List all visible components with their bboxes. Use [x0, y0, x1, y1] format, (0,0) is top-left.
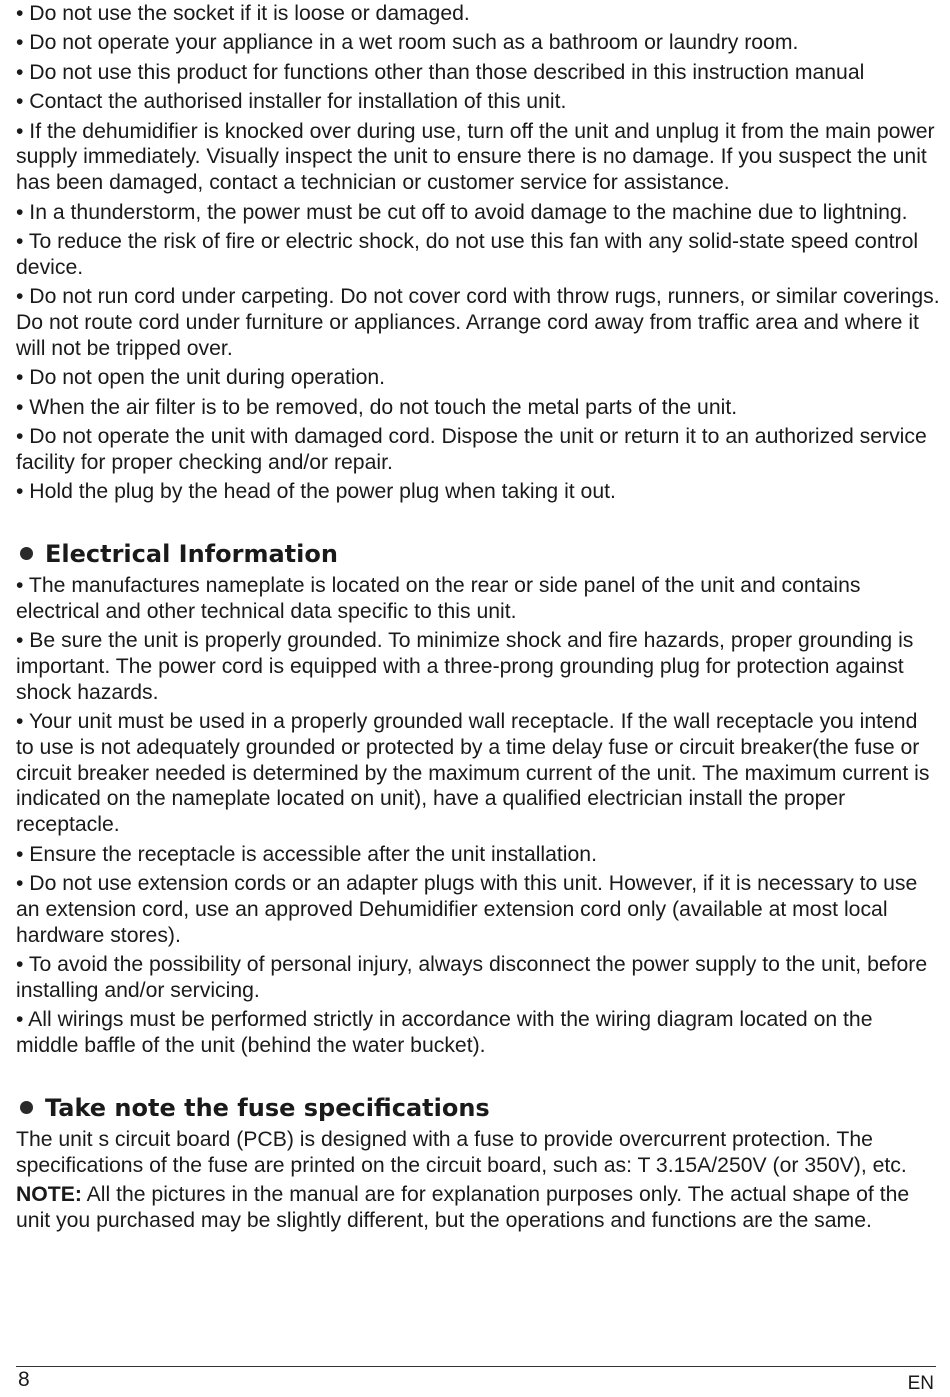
safety-item: • Do not use the socket if it is loose or damaged.	[16, 2, 470, 25]
electrical-item: • Your unit must be used in a properly grounded wall receptacle. If the wall receptacle you intend to use is not adequately grounded or protected by a time delay fuse or circuit breaker(the fuse or circuit breaker needed is determined by the maximum current of the unit. The maximum current is indicated on the nameplate located on unit), have a qualified electrician install the proper receptacle.	[16, 710, 930, 837]
safety-item: • Do not use this product for functions other than those described in this instruction manual	[16, 60, 865, 84]
safety-item: • Do not run cord under carpeting. Do not cover cord with throw rugs, runners, or similar coverings. Do not route cord under furniture or appliances. Arrange cord away from traffic area and where it will not be tripped over.	[16, 285, 940, 360]
safety-item: • If the dehumidifier is knocked over during use, turn off the unit and unplug it from the main power supply immediately. Visually inspect the unit to ensure there is no damage. If you suspect the unit has been damaged, contact a technician or customer service for assistance.	[16, 119, 935, 195]
safety-item: • Contact the authorised installer for installation of this unit.	[16, 90, 567, 114]
electrical-list	[16, 573, 940, 1059]
safety-item: • Hold the plug by the head of the power plug when taking it out.	[16, 480, 616, 504]
note-paragraph	[16, 1182, 940, 1234]
electrical-heading-text: Electrical Information	[45, 539, 338, 568]
electrical-item: • Be sure the unit is properly grounded. To minimize shock and fire hazards, proper grounding is important. The power cord is equipped with a three-prong grounding plug for protection against shock hazards.	[16, 629, 914, 704]
safety-item: • To reduce the risk of fire or electric shock, do not use this fan with any solid-state speed control device.	[16, 229, 919, 279]
note-label: NOTE:	[16, 1182, 82, 1206]
language-code: EN	[907, 1373, 934, 1394]
note-text: All the pictures in the manual are for explanation purposes only. The actual shape of the unit you purchased may be slightly different, but the operations and functions are the same.	[16, 1182, 910, 1232]
electrical-heading	[16, 539, 940, 569]
electrical-item: • Ensure the receptacle is accessible after the unit installation.	[16, 842, 597, 866]
electrical-item: • Do not use extension cords or an adapter plugs with this unit. However, if it is necessary to use an extension cord, use an approved Dehumidifier extension cord only (available at most local hardware stores).	[16, 872, 918, 947]
bullet-dot-icon	[20, 547, 33, 560]
safety-item: • In a thunderstorm, the power must be cut off to avoid damage to the machine due to lightning.	[16, 200, 908, 224]
manual-page	[16, 0, 940, 1237]
fuse-paragraph: The unit s circuit board (PCB) is designed with a fuse to provide overcurrent protection. The specifications of the fuse are printed on the circuit board, such as: T 3.15A/250V (or 350V), etc.	[16, 1127, 907, 1177]
safety-item: • When the air filter is to be removed, do not touch the metal parts of the unit.	[16, 395, 738, 419]
electrical-item: • To avoid the possibility of personal injury, always disconnect the power supply to the unit, before installing and/or servicing.	[16, 953, 928, 1002]
safety-item: • Do not operate your appliance in a wet room such as a bathroom or laundry room.	[16, 31, 799, 55]
page-number: 8	[18, 1368, 30, 1391]
bullet-dot-icon	[20, 1101, 33, 1114]
safety-list	[16, 1, 940, 505]
fuse-heading	[16, 1093, 940, 1123]
electrical-item: • All wirings must be performed strictly in accordance with the wiring diagram located on the middle baffle of the unit (behind the water bucket).	[16, 1008, 873, 1057]
footer-divider	[16, 1366, 936, 1367]
safety-item: • Do not open the unit during operation.	[16, 366, 386, 390]
electrical-item: • The manufactures nameplate is located on the rear or side panel of the unit and contains electrical and other technical data specific to this unit.	[16, 573, 861, 623]
fuse-heading-text: Take note the fuse specifications	[45, 1093, 490, 1122]
safety-item: • Do not operate the unit with damaged cord. Dispose the unit or return it to an authorized service facility for proper checking and/or repair.	[16, 424, 927, 474]
